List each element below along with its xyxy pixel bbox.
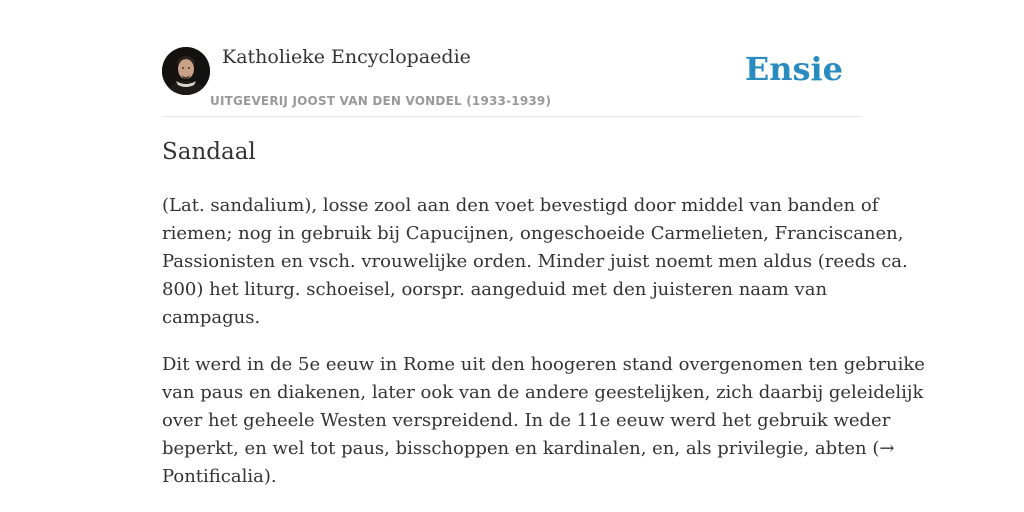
text-line: beperkt, en wel tot paus, bisschoppen en kardinalen, en, als privilegie, abten (→	[162, 438, 895, 459]
publisher-subtitle: UITGEVERIJ JOOST VAN DEN VONDEL (1933-1939)	[210, 94, 552, 108]
text-line: van paus en diakenen, later ook van de andere geestelijken, zich daarbij geleidelijk	[162, 382, 924, 403]
publication-title[interactable]: Katholieke Encyclopaedie	[222, 46, 471, 68]
ensie-logo-link[interactable]: Ensie	[744, 50, 843, 88]
text-line: Passionisten en vsch. vrouwelijke orden. Minder juist noemt men aldus (reeds ca.	[162, 251, 908, 272]
text-line: riemen; nog in gebruik bij Capucijnen, ongeschoeide Carmelieten, Franciscanen,	[162, 223, 904, 244]
article-paragraph	[162, 351, 925, 491]
author-portrait-avatar[interactable]	[162, 47, 210, 95]
text-line: Dit werd in de 5e eeuw in Rome uit den hoogeren stand overgenomen ten gebruike	[162, 354, 925, 375]
portrait-image	[162, 47, 210, 95]
site-header	[162, 40, 862, 117]
text-line: (Lat. sandalium), losse zool aan den voet bevestigd door middel van banden of	[162, 195, 879, 216]
text-line: over het geheele Westen verspreidend. In de 11e eeuw werd het gebruik weder	[162, 410, 891, 431]
article-body	[162, 192, 925, 510]
article-paragraph	[162, 192, 908, 332]
text-line: campagus.	[162, 307, 261, 328]
text-line: Pontificalia).	[162, 466, 277, 487]
article-title: Sandaal	[162, 139, 256, 165]
text-line: 800) het liturg. schoeisel, oorspr. aangeduid met den juisteren naam van	[162, 279, 828, 300]
